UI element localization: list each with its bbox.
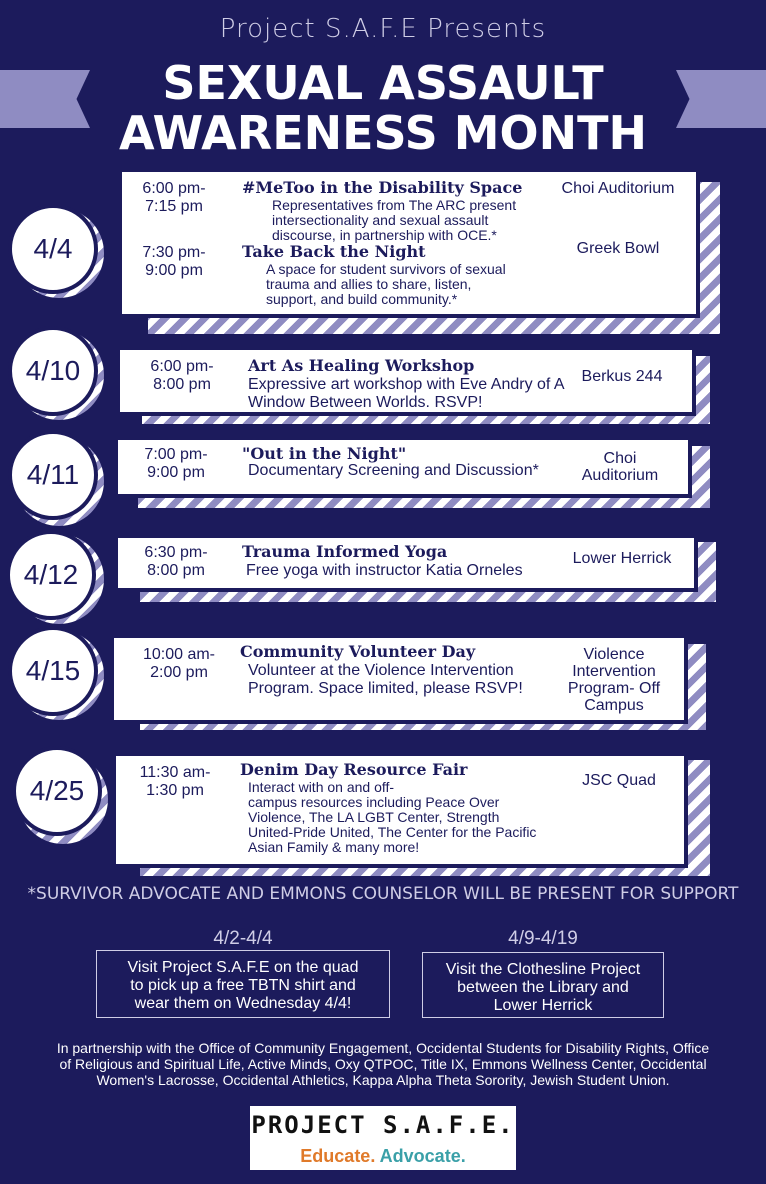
presents-line: Project S.A.F.E Presents bbox=[219, 14, 547, 44]
logo-name: PROJECT S.A.F.E. bbox=[251, 1111, 515, 1139]
event-location: Choi Auditorium bbox=[561, 180, 675, 197]
date-badge: 4/11 bbox=[8, 430, 98, 520]
event-location: Violence Intervention Program- Off Campus bbox=[567, 646, 661, 714]
event-description: Volunteer at the Violence Intervention Program. Space limited, please RSVP! bbox=[248, 662, 523, 697]
partners-text: In partnership with the Office of Community Engagement, Occidental Students for Disability Rights, Office of Religious and Spiritual Life, Active Minds, Oxy QTPOC, Title IX, Emmons Wellness Center, Occidental Women's Lacrosse, Occidental Athletics, Kappa Alpha Theta Sorority, Jewish Student Union. bbox=[56, 1040, 710, 1088]
event-description: Expressive art workshop with Eve Andry of A Window Between Worlds. RSVP! bbox=[248, 376, 565, 411]
event-location: Choi Auditorium bbox=[581, 450, 659, 484]
event-time: 10:00 am- 2:00 pm bbox=[142, 646, 216, 681]
event-description: Representatives from The ARC present intersectionality and sexual assault discourse, in partnership with OCE.* bbox=[272, 197, 517, 243]
date-badge: 4/25 bbox=[12, 746, 102, 836]
logo-tag-educate: Educate. bbox=[300, 1146, 376, 1166]
event-description: Free yoga with instructor Katia Orneles bbox=[246, 562, 523, 579]
event-time: 7:00 pm- 9:00 pm bbox=[144, 446, 208, 481]
promo-box-clothesline: Visit the Clothesline Project between the Library and Lower Herrick bbox=[422, 952, 664, 1018]
date-badge: 4/15 bbox=[8, 626, 98, 716]
date-badge: 4/10 bbox=[8, 326, 98, 416]
page-title bbox=[0, 58, 766, 158]
event-name: #MeToo in the Disability Space bbox=[242, 178, 523, 197]
event-time: 6:00 pm- 7:15 pm bbox=[142, 180, 206, 215]
logo-tag-advocate: Advocate. bbox=[379, 1146, 466, 1166]
event-description: Interact with on and off- campus resources including Peace Over Violence, The LA LGBT Center, Strength United-Pride United, The Center for the Pacific Asian Family & many more! bbox=[248, 779, 537, 855]
event-location: Lower Herrick bbox=[572, 550, 672, 567]
event-name: Trauma Informed Yoga bbox=[242, 542, 448, 561]
event-location: JSC Quad bbox=[582, 772, 656, 789]
event-time: 6:30 pm- 8:00 pm bbox=[144, 544, 208, 579]
title-line-2: AWARENESS MONTH bbox=[118, 106, 648, 160]
event-time: 7:30 pm- 9:00 pm bbox=[142, 244, 206, 279]
event-location: Greek Bowl bbox=[576, 240, 660, 257]
event-time: 6:00 pm- 8:00 pm bbox=[150, 358, 214, 393]
support-footnote: *SURVIVOR ADVOCATE AND EMMONS COUNSELOR WILL BE PRESENT FOR SUPPORT bbox=[27, 884, 739, 904]
logo-tagline bbox=[250, 1146, 516, 1167]
event-time: 11:30 am- 1:30 pm bbox=[139, 764, 211, 799]
event-location: Berkus 244 bbox=[581, 368, 663, 385]
event-name: "Out in the Night" bbox=[242, 444, 407, 463]
date-badge: 4/12 bbox=[6, 530, 96, 620]
event-description: A space for student survivors of sexual trauma and allies to share, listen, support, and build community.* bbox=[266, 261, 506, 307]
date-badge: 4/4 bbox=[8, 204, 98, 294]
event-name: Art As Healing Workshop bbox=[248, 356, 475, 375]
event-name: Community Volunteer Day bbox=[240, 642, 476, 661]
promo-dates: 4/9-4/19 bbox=[508, 928, 578, 949]
event-description: Documentary Screening and Discussion* bbox=[248, 462, 539, 479]
promo-box-tbtn: Visit Project S.A.F.E on the quad to pick up a free TBTN shirt and wear them on Wednesday 4/4! bbox=[96, 950, 390, 1018]
event-name: Denim Day Resource Fair bbox=[240, 760, 468, 779]
title-line-1: SEXUAL ASSAULT bbox=[162, 56, 604, 110]
promo-dates: 4/2-4/4 bbox=[213, 928, 273, 949]
event-name: Take Back the Night bbox=[242, 242, 426, 261]
